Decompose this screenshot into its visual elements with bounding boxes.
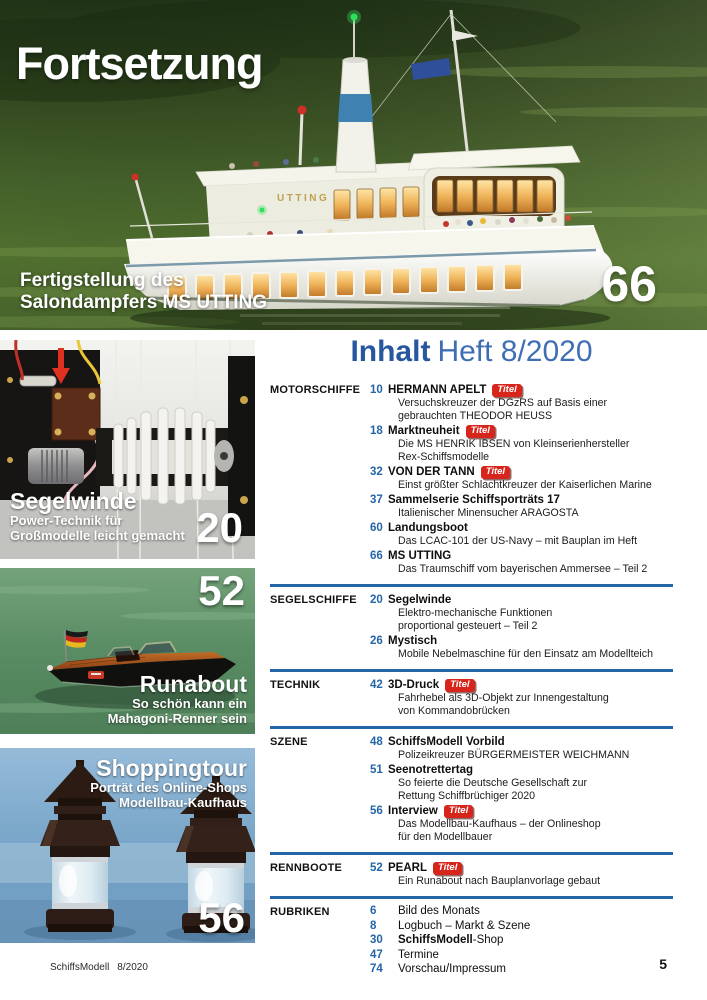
toc-entry-page: 26 [370, 635, 383, 647]
toc-entry [370, 465, 673, 492]
toc-section [270, 377, 673, 584]
toc-entry-page: 48 [370, 736, 383, 748]
toc-entry-page: 47 [370, 948, 383, 961]
toc-entry-title: VON DER TANN [388, 466, 475, 478]
toc-entry-page: 56 [370, 805, 383, 817]
toc-entry-title: SchiffsModell-Shop [398, 934, 504, 946]
toc-entry-line[interactable] [370, 493, 673, 507]
toc-entry-desc: Fahrhebel als 3D-Objekt zur Innengestaltung [398, 692, 609, 704]
toc-entry [370, 678, 673, 718]
toc-issue: Heft 8/2020 [437, 335, 593, 368]
footer-magazine-line [50, 962, 148, 973]
feature-page-number: 52 [198, 568, 245, 614]
toc-entry-desc: Das Traumschiff vom bayerischen Ammersee – Teil 2 [398, 563, 648, 575]
toc-entry-page: 66 [370, 550, 383, 562]
footer-magazine-name: SchiffsModell [50, 962, 110, 973]
toc-entry-title: Marktneuheit [388, 425, 460, 437]
toc-entry-list [370, 735, 673, 845]
feature-caption [10, 489, 185, 543]
toc-entry-title: Logbuch – Markt & Szene [398, 919, 531, 932]
toc-entry [370, 521, 673, 548]
titel-badge: Titel [481, 466, 510, 479]
toc-entry-title: 3D-Druck [388, 679, 440, 691]
toc-section [270, 584, 673, 669]
toc-entry-page: 18 [370, 425, 383, 437]
titel-badge: Titel [433, 862, 462, 875]
toc-entry-page: 37 [370, 494, 383, 506]
feature-photo-runabout [0, 568, 255, 734]
toc-section-label: MOTORSCHIFFE [270, 384, 361, 396]
toc-section [270, 726, 673, 852]
toc-entry [370, 963, 673, 977]
toc-entry [370, 934, 673, 948]
toc-sections [270, 377, 673, 985]
toc-entry-line[interactable] [370, 678, 673, 692]
toc-entry-desc: Mobile Nebelmaschine für den Einsatz am Modellteich [398, 648, 653, 660]
feature-caption [90, 756, 247, 810]
feature-title: Runabout [139, 671, 247, 697]
toc-entry [370, 383, 673, 423]
toc-entry-page: 51 [370, 764, 383, 776]
titel-badge: Titel [445, 679, 474, 692]
toc-entry-desc: für den Modellbauer [398, 831, 493, 843]
titel-badge: Titel [492, 384, 521, 397]
toc-entry [370, 493, 673, 520]
toc-entry-line[interactable] [370, 934, 673, 948]
toc-entry-line[interactable] [370, 465, 673, 479]
titel-badge: Titel [466, 425, 495, 438]
table-of-contents [270, 337, 673, 985]
toc-entry-line[interactable] [370, 963, 673, 977]
toc-entry-title: Bild des Monats [398, 905, 480, 917]
toc-entry-title: HERMANN APELT [388, 384, 487, 396]
feature-subtitle-line: Power-Technik für [10, 513, 123, 528]
toc-entry-desc: Das Modellbau-Kaufhaus – der Onlineshop [398, 818, 601, 830]
hero-photo-ms-utting [0, 0, 707, 330]
titel-badge: Titel [444, 805, 473, 818]
toc-entry [370, 424, 673, 464]
toc-entry-title: PEARL [388, 862, 427, 874]
toc-entry-line[interactable] [370, 549, 673, 563]
feature-page-number: 20 [196, 504, 243, 551]
hero-caption [20, 270, 267, 314]
toc-entry [370, 634, 673, 661]
ship-name-text: UTTING [277, 193, 330, 204]
hero-page-number: 66 [601, 256, 657, 312]
toc-entry-desc: Elektro-mechanische Funktionen [398, 607, 553, 619]
toc-entry-title: Seenotrettertag [388, 764, 473, 776]
toc-entry-list [370, 593, 673, 662]
toc-entry-line[interactable] [370, 861, 673, 875]
toc-entry-desc: Das LCAC-101 der US-Navy – mit Bauplan im Heft [398, 535, 638, 547]
hero-caption-line2: Salondampfers MS UTTING [20, 292, 268, 313]
toc-entry-desc: Rex-Schiffsmodelle [398, 451, 490, 463]
toc-entry-title: Termine [398, 948, 439, 961]
toc-entry [370, 804, 673, 844]
toc-entry-page: 42 [370, 679, 383, 691]
toc-entry-desc: Italienischer Minensucher ARAGOSTA [398, 507, 579, 519]
toc-section-label: SZENE [270, 736, 308, 748]
toc-entry-desc: Polizeikreuzer BÜRGERMEISTER WEICHMANN [398, 749, 630, 761]
german-flag [66, 630, 88, 648]
feature-photo-shoppingtour [0, 748, 255, 943]
toc-title [270, 337, 673, 367]
toc-entry-page: 6 [370, 905, 377, 917]
toc-entry-title: Segelwinde [388, 594, 452, 606]
toc-entry-page: 8 [370, 919, 377, 932]
feature-subtitle-line: So schön kann ein [132, 696, 247, 711]
toc-entry-page: 20 [370, 594, 383, 606]
toc-section-label: SEGELSCHIFFE [270, 594, 357, 606]
toc-entry-desc: Einst größter Schlachtkreuzer der Kaiserlichen Marine [398, 479, 652, 491]
toc-entry-desc: Die MS HENRIK IBSEN von Kleinserienhersteller [398, 438, 630, 450]
toc-entry-desc: So feierte die Deutsche Gesellschaft zur [398, 777, 588, 789]
footer-issue: 8/2020 [117, 962, 148, 973]
hero-title: Fortsetzung [16, 38, 263, 89]
toc-entry [370, 920, 673, 934]
green-nav-light [260, 208, 265, 213]
toc-entry-title: Vorschau/Impressum [398, 963, 507, 975]
toc-entry-desc: gebrauchten THEODOR HEUSS [398, 410, 553, 422]
toc-entry-title: Landungsboot [388, 522, 468, 534]
toc-entry [370, 763, 673, 803]
toc-entry-desc: von Kommandobrücken [398, 705, 510, 717]
toc-section [270, 669, 673, 726]
toc-entry-title: Interview [388, 805, 438, 817]
toc-entry-line[interactable] [370, 521, 673, 535]
toc-entry-line[interactable] [370, 763, 673, 777]
toc-entry-title: Mystisch [388, 635, 438, 647]
toc-entry-list [370, 383, 673, 577]
toc-section-label: RENNBOOTE [270, 862, 343, 874]
hero-caption-line1: Fertigstellung des [20, 270, 184, 291]
feature-title: Segelwinde [10, 488, 137, 514]
masthead-green-light [351, 14, 358, 21]
toc-entry-line[interactable] [370, 905, 673, 919]
toc-entry-list [370, 861, 673, 889]
toc-entry [370, 549, 673, 576]
toc-entry-title: SchiffsModell Vorbild [388, 736, 505, 748]
toc-entry-line[interactable] [370, 424, 673, 438]
feature-subtitle-line: Großmodelle leicht gemacht [10, 528, 185, 543]
toc-entry-desc: Versuchskreuzer der DGzRS auf Basis einer [398, 397, 608, 409]
feature-subtitle-line: Porträt des Online-Shops [90, 780, 247, 795]
toc-section [270, 896, 673, 985]
toc-section-label: RUBRIKEN [270, 906, 330, 918]
toc-entry [370, 905, 673, 919]
toc-entry-line[interactable] [370, 804, 673, 818]
toc-title-word: Inhalt [350, 335, 431, 368]
toc-entry [370, 949, 673, 963]
toc-entry [370, 861, 673, 888]
toc-entry-line[interactable] [370, 383, 673, 397]
toc-entry-line[interactable] [370, 920, 673, 934]
toc-entry-list [370, 905, 673, 978]
feature-subtitle-line: Modellbau-Kaufhaus [119, 795, 247, 810]
footer-page-number: 5 [659, 956, 667, 972]
feature-page-number: 56 [198, 894, 245, 941]
toc-entry-title: Sammelserie Schiffsporträts 17 [388, 494, 560, 506]
toc-entry-title: MS UTTING [388, 550, 452, 562]
toc-section-label: TECHNIK [270, 679, 321, 691]
toc-entry [370, 735, 673, 762]
toc-entry-line[interactable] [370, 593, 673, 607]
toc-entry-page: 60 [370, 522, 383, 534]
toc-entry-page: 30 [370, 934, 383, 946]
feature-photo-segelwinde [0, 340, 255, 559]
feature-title: Shoppingtour [96, 755, 247, 781]
feature-subtitle-line: Mahagoni-Renner sein [107, 711, 247, 726]
toc-entry-line[interactable] [370, 634, 673, 648]
toc-entry-page: 32 [370, 466, 383, 478]
toc-entry-line[interactable] [370, 735, 673, 749]
toc-section [270, 852, 673, 896]
toc-entry-page: 52 [370, 862, 383, 874]
toc-entry-desc: Rettung Schiffbrüchiger 2020 [398, 790, 536, 802]
toc-entry-page: 74 [370, 963, 383, 975]
toc-entry-page: 10 [370, 384, 383, 396]
toc-entry-line[interactable] [370, 949, 673, 963]
feature-caption [108, 672, 247, 726]
toc-entry-list [370, 678, 673, 719]
toc-entry [370, 593, 673, 633]
toc-entry-desc: proportional gesteuert – Teil 2 [398, 620, 538, 632]
toc-entry-desc: Ein Runabout nach Bauplanvorlage gebaut [398, 875, 601, 887]
